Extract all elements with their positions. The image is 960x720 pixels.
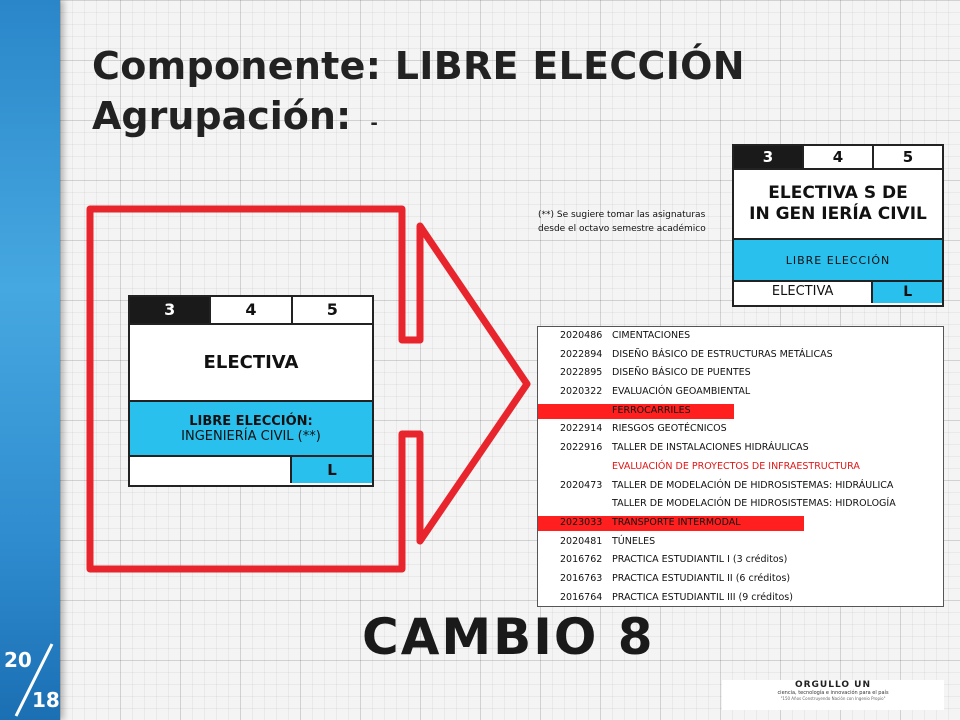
logo-main: ORGULLO UN	[794, 680, 872, 690]
course-code: 2022914	[560, 423, 603, 435]
list-item	[538, 364, 943, 383]
credit-cell: 4	[211, 297, 292, 325]
list-item	[538, 551, 943, 570]
course-name: FERROCARRILES	[612, 404, 691, 416]
course-code: 2023033	[560, 516, 603, 528]
course-code: 2022894	[560, 348, 603, 360]
subject-name-line-1: ELECTIVA S DE	[768, 183, 908, 203]
credit-cell: 3	[130, 297, 211, 325]
list-item	[538, 477, 943, 496]
list-item	[538, 533, 943, 552]
list-item	[538, 402, 943, 421]
year-top: 20	[4, 648, 32, 672]
course-code: 2016764	[560, 591, 603, 603]
subject-name: ELECTIVA	[130, 325, 372, 402]
course-list	[537, 326, 944, 607]
footnote: (**) Se sugiere tomar las asignaturas desde el octavo semestre académico	[538, 210, 706, 234]
course-name: TALLER DE INSTALACIONES HIDRÁULICAS	[612, 442, 809, 454]
type-code: L	[873, 282, 942, 303]
list-item	[538, 383, 943, 402]
course-name: TALLER DE MODELACIÓN DE HIDROSISTEMAS: HIDROLOGÍA	[612, 498, 896, 510]
subtitle-label: Agrupación:	[92, 94, 352, 138]
credit-row	[130, 297, 372, 325]
course-name: TALLER DE MODELACIÓN DE HIDROSISTEMAS: HIDRÁULICA	[612, 479, 894, 491]
course-code: 2022916	[560, 442, 603, 454]
course-code: 2020322	[560, 386, 603, 398]
credit-row	[734, 146, 942, 170]
course-name: CIMENTACIONES	[612, 330, 691, 341]
page-title	[92, 44, 745, 88]
list-item	[538, 327, 943, 346]
subject-name	[734, 170, 942, 240]
credit-cell: 5	[874, 146, 942, 170]
subject-group	[130, 402, 372, 457]
credit-cell: 5	[293, 297, 372, 325]
course-code: 2020481	[560, 535, 603, 547]
course-name: DISEÑO BÁSICO DE PUENTES	[612, 367, 751, 379]
type-code: L	[292, 457, 372, 483]
type-row	[130, 457, 372, 483]
credit-cell: 3	[734, 146, 804, 170]
course-name: EVALUACIÓN DE PROYECTOS DE INFRAESTRUCTURA	[612, 460, 860, 472]
group-line-2: INGENIERÍA CIVIL (**)	[181, 428, 321, 444]
course-name: PRACTICA ESTUDIANTIL I (3 créditos)	[612, 554, 788, 566]
logo-subtitle: "150 Años Construyendo Nación con Ingenio Propio"	[780, 696, 886, 701]
course-name: PRACTICA ESTUDIANTIL III (9 créditos)	[612, 591, 793, 603]
list-item	[538, 495, 943, 514]
list-item	[538, 439, 943, 458]
course-name: EVALUACIÓN GEOAMBIENTAL	[612, 386, 751, 398]
list-item	[538, 420, 943, 439]
list-item	[538, 458, 943, 477]
page-subtitle	[92, 94, 378, 138]
course-code: 2016763	[560, 572, 603, 584]
type-label: ELECTIVA	[734, 282, 873, 303]
course-code: 2020486	[560, 330, 603, 341]
course-name: RIESGOS GEOTÉCNICOS	[612, 423, 727, 435]
list-item	[538, 514, 943, 533]
title-value: LIBRE ELECCIÓN	[394, 44, 745, 88]
group-line-1: LIBRE ELECCIÓN:	[189, 413, 313, 429]
course-name: TÚNELES	[612, 535, 656, 547]
type-blank	[130, 457, 292, 483]
list-item	[538, 346, 943, 365]
course-name: TRANSPORTE INTERMODAL	[612, 516, 741, 528]
sidebar-band	[0, 0, 60, 720]
subtitle-value: -	[370, 113, 378, 134]
list-item	[538, 589, 943, 608]
course-code: 2022895	[560, 367, 603, 379]
change-label: CAMBIO 8	[362, 608, 655, 666]
course-code: 2020473	[560, 479, 603, 491]
type-row	[734, 282, 942, 303]
new-subject-card	[732, 144, 944, 307]
course-code: 2016762	[560, 554, 603, 566]
year-bottom: 18	[32, 688, 60, 712]
course-name: PRACTICA ESTUDIANTIL II (6 créditos)	[612, 572, 791, 584]
title-label: Componente:	[92, 44, 382, 88]
course-name: DISEÑO BÁSICO DE ESTRUCTURAS METÁLICAS	[612, 348, 833, 360]
university-logo	[722, 680, 944, 710]
old-subject-card	[128, 295, 374, 487]
subject-name-line-2: IN GEN IERÍA CIVIL	[749, 204, 927, 224]
credit-cell: 4	[804, 146, 874, 170]
logo-tagline: ciencia, tecnología e innovación para el país	[777, 690, 889, 696]
subject-group: LIBRE ELECCIÓN	[734, 240, 942, 282]
list-item	[538, 570, 943, 589]
